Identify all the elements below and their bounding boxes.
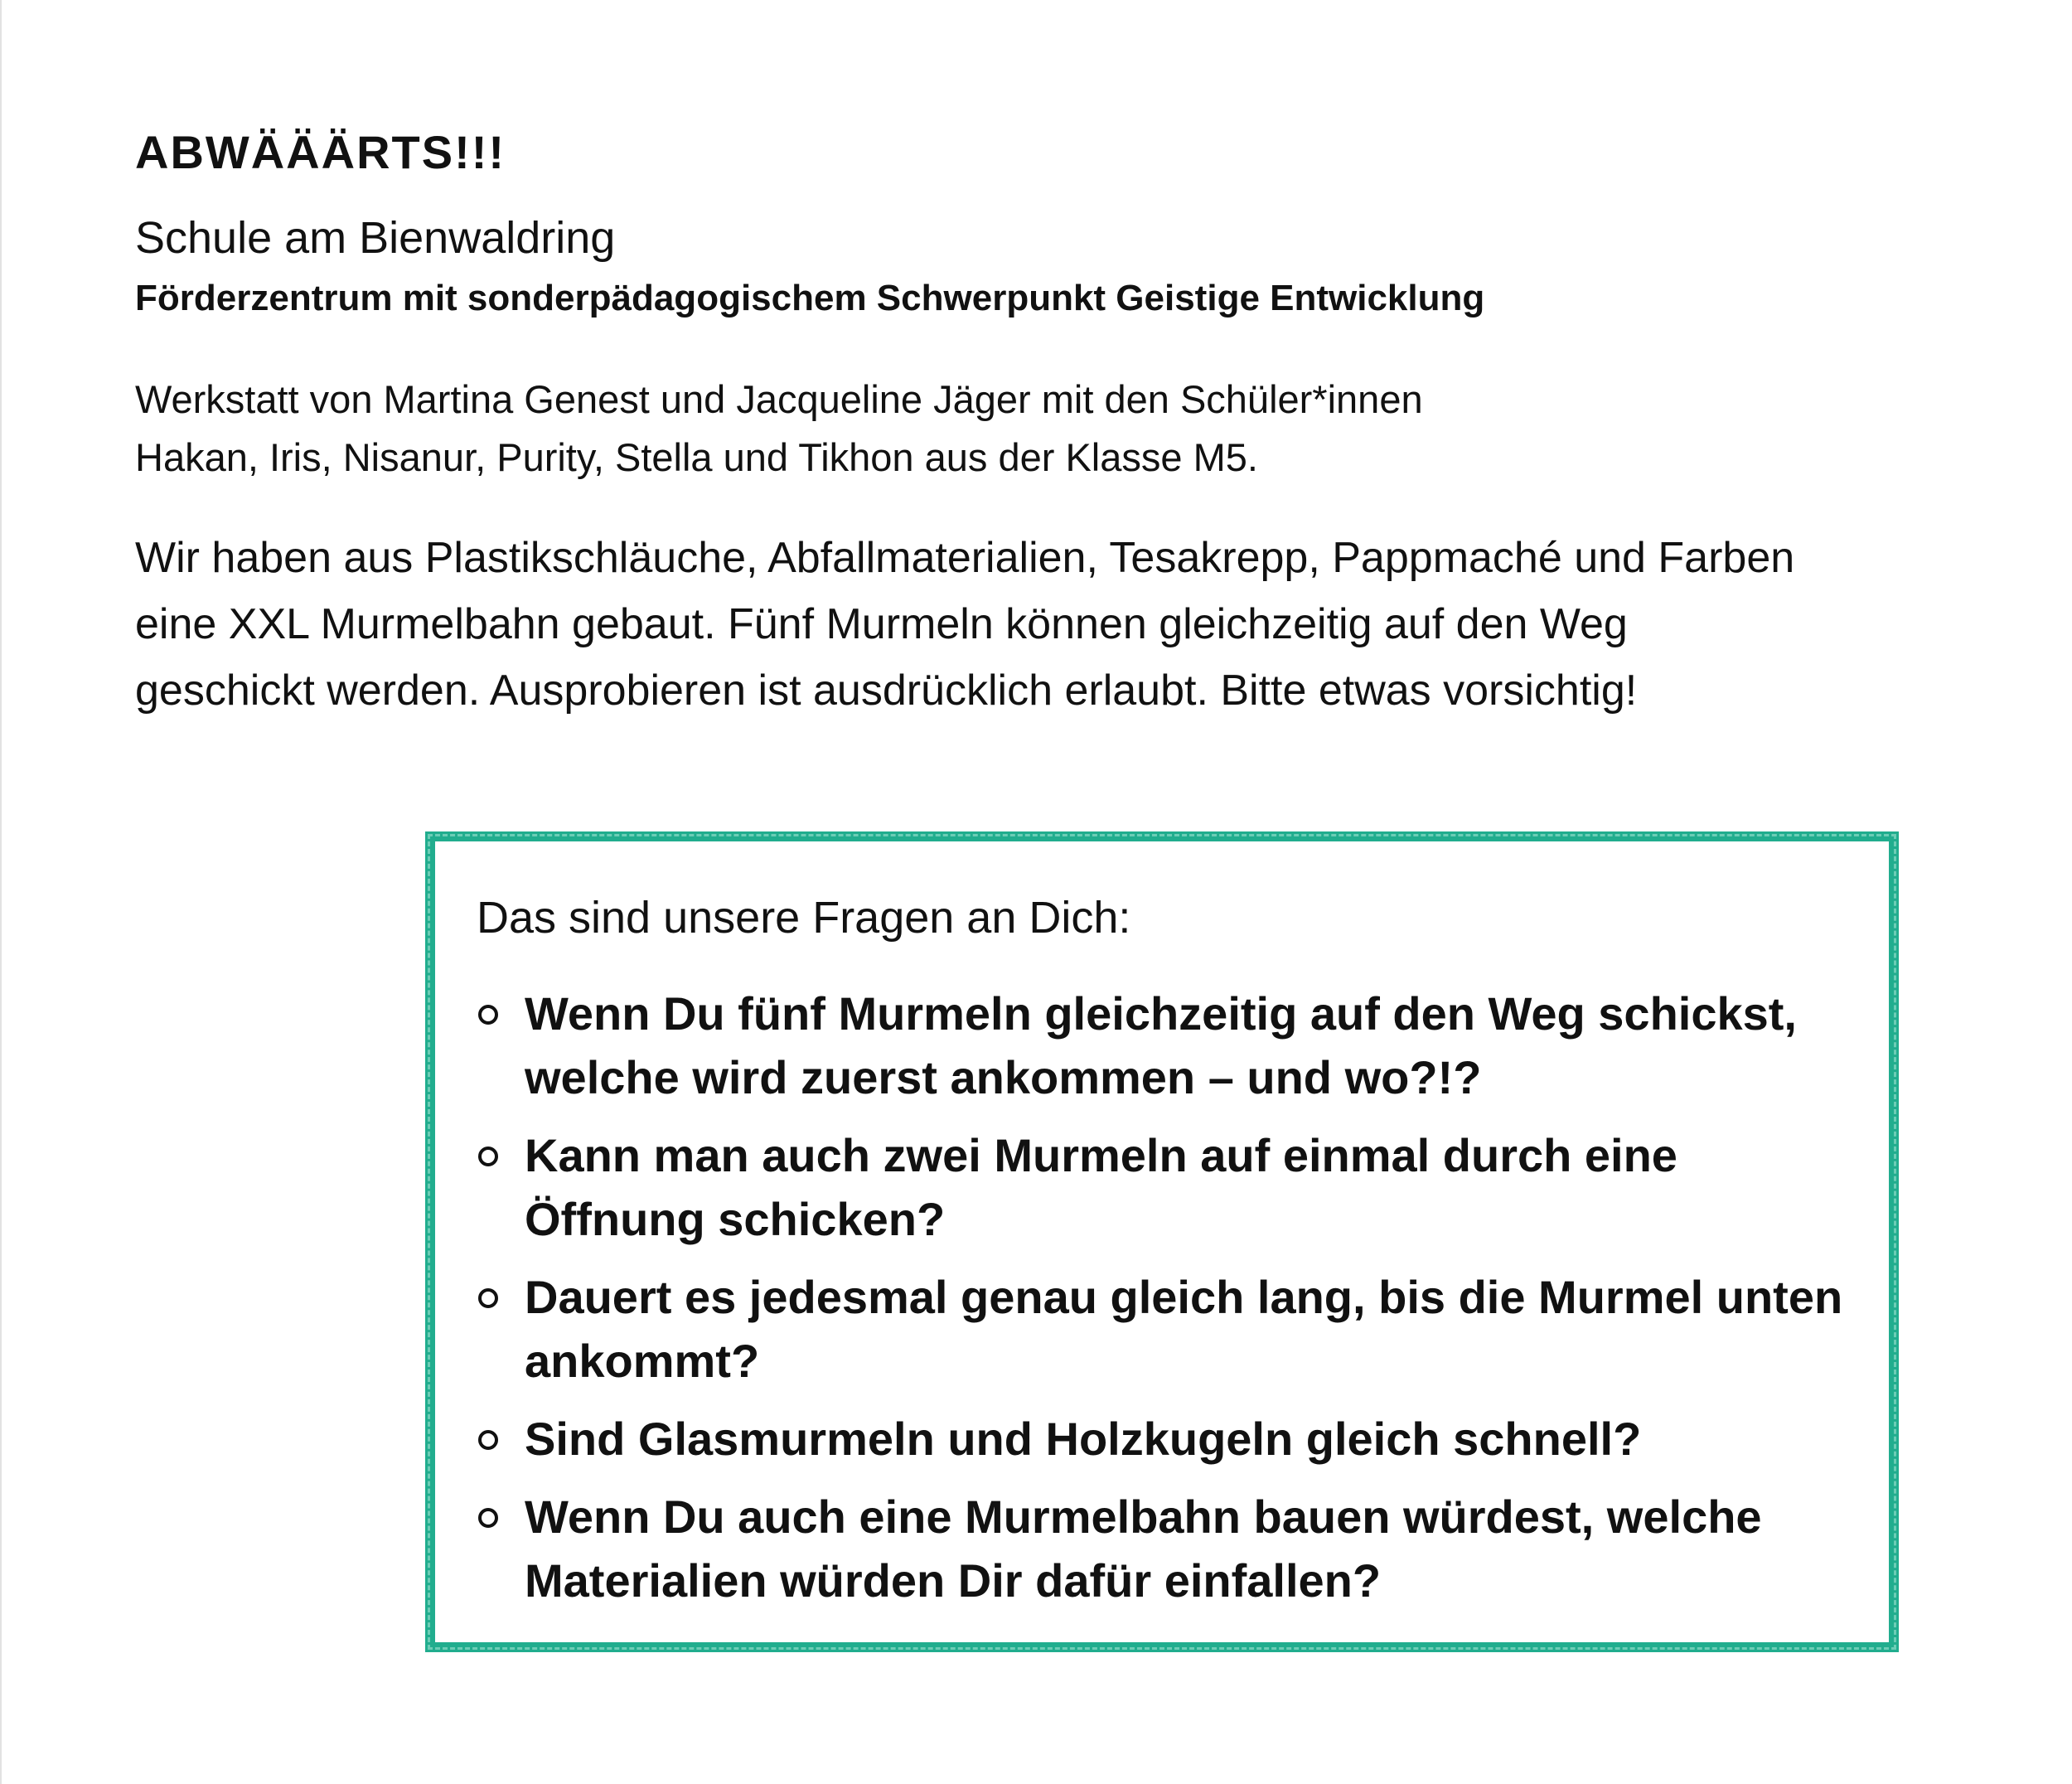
questions-box: [425, 831, 1899, 1652]
page-edge: [0, 0, 2, 1784]
question-item: [477, 1123, 1847, 1251]
question-line: Kann man auch zwei Murmeln auf einmal durch eine: [525, 1128, 1677, 1181]
circle-bullet-icon: [478, 1288, 498, 1308]
question-item: [477, 1407, 1847, 1471]
question-line: Sind Glasmurmeln und Holzkugeln gleich schnell?: [525, 1412, 1642, 1465]
document-title: ABWÄÄÄRTS!!!: [135, 126, 506, 178]
question-line: ankommt?: [525, 1334, 760, 1387]
description-paragraph: [135, 525, 1942, 724]
question-line: Öffnung schicken?: [525, 1192, 946, 1245]
question-line: welche wird zuerst ankommen – und wo?!?: [525, 1050, 1482, 1103]
question-item: [477, 982, 1847, 1109]
workshop-line: Werkstatt von Martina Genest und Jacqueline Jäger mit den Schüler*innen: [135, 376, 1423, 421]
document-page: [135, 124, 1942, 724]
description-line: eine XXL Murmelbahn gebaut. Fünf Murmeln können gleichzeitig auf den Weg: [135, 599, 1628, 648]
question-item: [477, 1485, 1847, 1612]
circle-bullet-icon: [478, 1508, 498, 1528]
circle-bullet-icon: [478, 1430, 498, 1450]
questions-list: [477, 982, 1847, 1612]
school-name: Schule am Bienwaldring: [135, 213, 616, 264]
question-line: Materialien würden Dir dafür einfallen?: [525, 1554, 1382, 1607]
question-item: [477, 1265, 1847, 1393]
question-line: Wenn Du fünf Murmeln gleichzeitig auf den Weg schickst,: [525, 987, 1797, 1040]
workshop-line: Hakan, Iris, Nisanur, Purity, Stella und Tikhon aus der Klasse M5.: [135, 434, 1258, 479]
description-line: Wir haben aus Plastikschläuche, Abfallmaterialien, Tesakrepp, Pappmaché und Farben: [135, 533, 1795, 582]
workshop-paragraph: [135, 371, 1942, 487]
school-subtitle: Förderzentrum mit sonderpädagogischem Schwerpunkt Geistige Entwicklung: [135, 277, 1485, 318]
questions-heading: Das sind unsere Fragen an Dich:: [477, 893, 1131, 943]
circle-bullet-icon: [478, 1147, 498, 1166]
question-line: Wenn Du auch eine Murmelbahn bauen würdest, welche: [525, 1490, 1762, 1543]
description-line: geschickt werden. Ausprobieren ist ausdrücklich erlaubt. Bitte etwas vorsichtig!: [135, 666, 1638, 715]
question-line: Dauert es jedesmal genau gleich lang, bis die Murmel unten: [525, 1270, 1843, 1323]
circle-bullet-icon: [478, 1005, 498, 1025]
